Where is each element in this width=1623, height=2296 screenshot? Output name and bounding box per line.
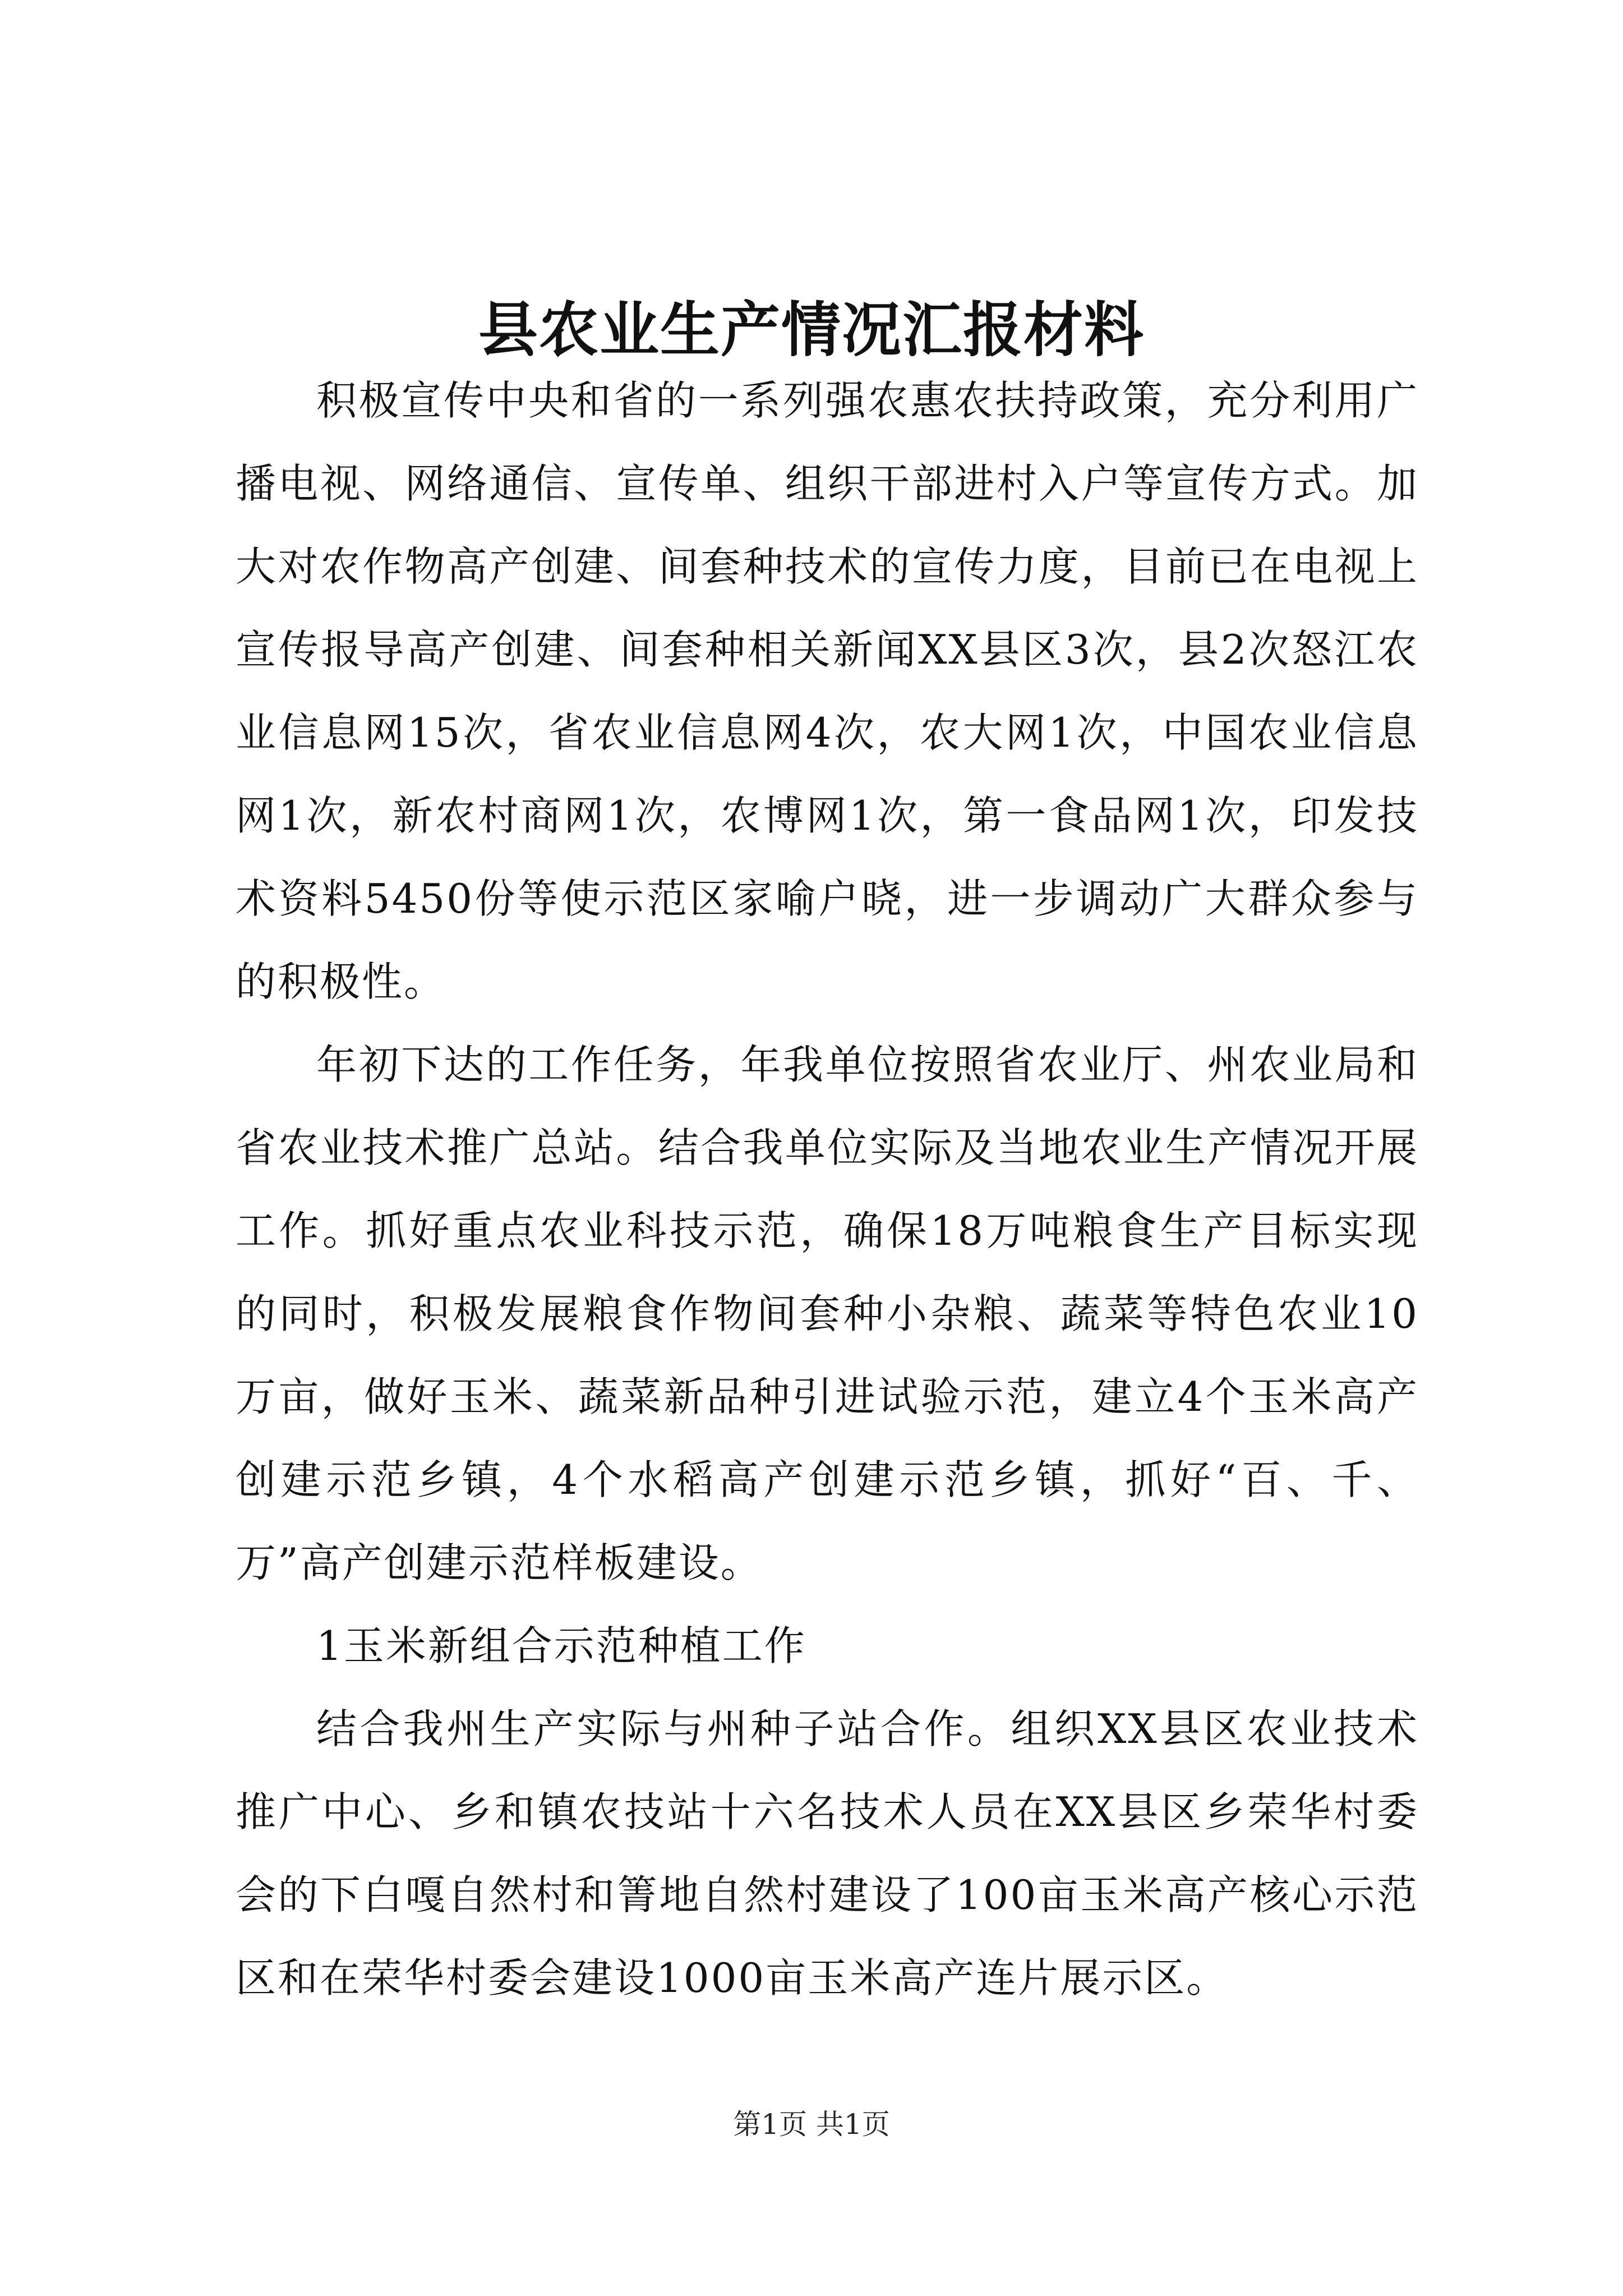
page-footer: 第1页 共1页 [733, 2108, 890, 2141]
paragraph: 积极宣传中央和省的一系列强农惠农扶持政策，充分利用广播电视、网络通信、宣传单、组织干部进村入户等宣传方式。加大对农作物高产创建、间套种技术的宣传力度，目前已在电视上宣传报导高产创建、间套种相关新闻XX县区3次，县2次怒江农业信息网15次，省农业信息网4次，农大网1次，中国农业信息网1次，新农村商网1次，农博网1次，第一食品网1次，印发技术资料5450份等使示范区家喻户晓，进一步调动广大群众参与的积极性。 [236, 377, 1419, 1005]
paragraph: 年初下达的工作任务，年我单位按照省农业厅、州农业局和省农业技术推广总站。结合我单位实际及当地农业生产情况开展工作。抓好重点农业科技示范，确保18万吨粮食生产目标实现的同时，积极发展粮食作物间套种小杂粮、蔬菜等特色农业10万亩，做好玉米、蔬菜新品种引进试验示范，建立4个玉米高产创建示范乡镇，4个水稻高产创建示范乡镇，抓好“百、千、万”高产创建示范样板建设。 [236, 1041, 1419, 1586]
section-heading: 1玉米新组合示范种植工作 [316, 1622, 806, 1669]
document-title: 县农业生产情况汇报材料 [478, 295, 1145, 365]
document-body [236, 359, 1419, 2019]
paragraph: 结合我州生产实际与州种子站合作。组织XX县区农业技术推广中心、乡和镇农技站十六名技术人员在XX县区乡荣华村委会的下白嘎自然村和箐地自然村建设了100亩玉米高产核心示范区和在荣华村委会建设1000亩玉米高产连片展示区。 [236, 1705, 1419, 2001]
